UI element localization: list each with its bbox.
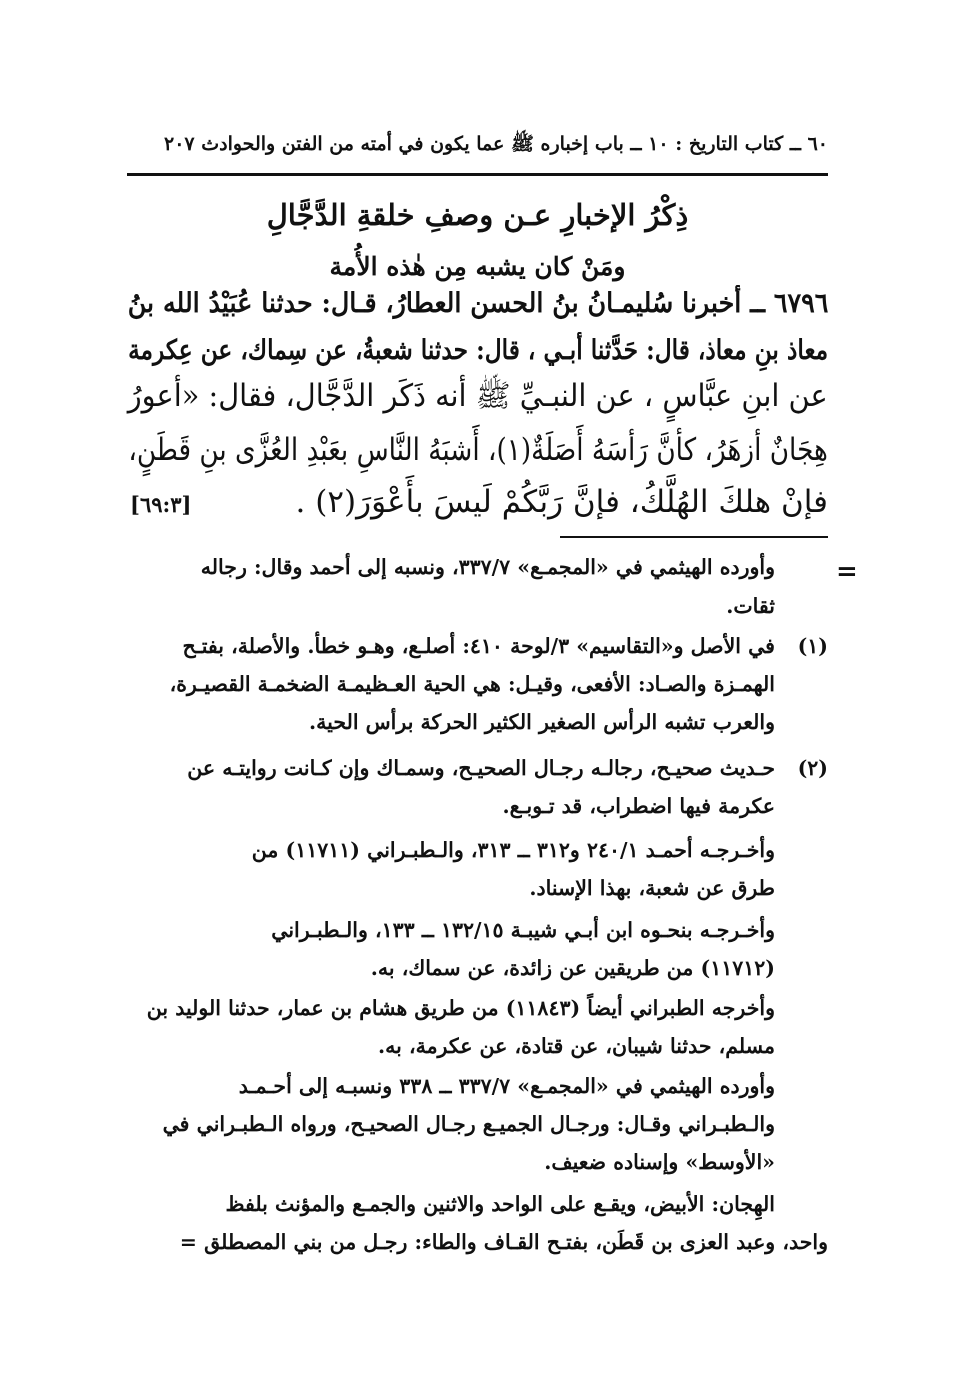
footnote-2-line-6: (١١٧١٢) من طريقين عن زائدة، عن سماك، به.	[370, 956, 775, 980]
hadith-line-5: فإنْ هلكَ الهُلَّكُ، فإنَّ رَبَّكُمْ لَيسَ بأَعْوَرَ(٢) .	[295, 484, 828, 520]
hadith-line-2: معاذ بنِ معاذ، قال: حَدَّثنا أبـي ، قال: حدثنا شعبةُ، عن سِماك، عن عِكرمة	[127, 335, 828, 366]
footnote-2-number: (٢)	[797, 756, 828, 780]
section-title: ذِكْرُ الإخبارِ عـن وصفِ خلقةِ الدَّجَّالِ	[266, 198, 689, 232]
hadith-line-3: عن ابنِ عبَّاسٍ ، عن النبـيِّ ﷺ أنه ذَكَر الدَّجَّال، فقال: «أعورُ	[128, 378, 828, 414]
footnote-2-line-9: وأورده الهيثمي في «المجمـع» ٣٣٧/٧ ــ ٣٣٨ ونسبـه إلى أحـمـد	[238, 1074, 775, 1098]
hadith-reference: [٦٩:٣]	[130, 492, 192, 517]
footnote-1-line-1: في الأصل و«التقاسيم» ٣/لوحة ٤١٠: أصلـع، وهـو خطأ. والأصلة، بفتـح	[182, 634, 775, 658]
header-rule	[127, 173, 828, 176]
hadith-line-4: هِجَانٌ أزهَرُ، كأنَّ رَأسَهُ أَصَلَةٌ(١)، أَشبَهُ النَّاسِ بعَبْدِ العُزَّى بنِ قَطَنٍ،	[128, 432, 828, 468]
footnote-2-line-2: عكرمة فيها اضطراب، قد تـوبـع.	[502, 794, 775, 818]
footnote-2-line-7: وأخرجه الطبراني أيضاً (١١٨٤٣) من طريق هشام بن عمار، حدثنا الوليد بن	[146, 996, 775, 1020]
hadith-line-1: ٦٧٩٦ ــ أخبرنا سُليمـانُ بنُ الحسن العطارُ، قـال: حدثنا عُبَيْدُ الله بنُ	[127, 288, 828, 319]
footnote-cont-line-2: ثقات.	[726, 594, 775, 618]
section-subtitle: ومَنْ كان يشبه مِن هٰذه الأُمة	[329, 252, 626, 281]
footnote-2-line-11: «الأوسط» وإسناده ضعيف.	[544, 1150, 775, 1174]
footnote-cont-line-1: وأورده الهيثمي في «المجمـع» ٣٣٧/٧، ونسبه إلى أحمد وقال: رجاله	[200, 555, 775, 579]
footnote-1-number: (١)	[797, 634, 828, 658]
footnote-separator	[560, 536, 828, 538]
footnote-2-line-8: مسلم، حدثنا شيبان، عن قتادة، عن عكرمة، به.	[378, 1034, 775, 1058]
footnote-2-line-1: حـديث صحيـح، رجالـه رجـال الصحيـح، وسمـاك وإن كـانت روايتـه عن	[187, 756, 775, 780]
footnote-1-line-2: الهمـزة والصـاد: الأفعى، وقيـل: هي الحية العـظيمـة الضخمـة القصيـرة،	[169, 672, 775, 696]
footnote-2-line-5: وأخـرجـه بنحـوه ابن أبـي شيبـة ١٣٢/١٥ ــ ١٣٣، والـطبـراني	[271, 918, 775, 942]
running-header: ٦٠ ــ كتاب التاريخ : ١٠ ــ باب إخباره ﷺ عما يكون في أمته من الفتن والحوادث ٢٠٧	[164, 133, 828, 155]
footnote-2-line-3: وأخـرجـه أحمـد ٢٤٠/١ و٣١٢ ــ ٣١٣، والـطبـراني (١١٧١١) من	[251, 838, 775, 862]
footnote-2-line-4: طرق عن شعبة، بهذا الإسناد.	[529, 876, 775, 900]
gloss-line-1: الهِجان: الأبيض، ويقـع على الواحد والاثنين والجمـع والمؤنث بلفظ	[225, 1192, 775, 1216]
footnote-2-line-10: والـطبـراني وقـال: ورجـال الجميـع رجـال الصحيـح، ورواه الـطبـراني في	[162, 1112, 775, 1136]
gloss-line-2: واحد، وعبد العزى بن قَطَن، بفتـح القـاف والطاء: رجـل من بني المصطلق =	[179, 1230, 828, 1254]
continuation-mark: =	[836, 557, 858, 587]
footnote-1-line-3: والعرب تشبه الرأس الصغير الكثير الحركة برأس الحية.	[309, 710, 775, 734]
